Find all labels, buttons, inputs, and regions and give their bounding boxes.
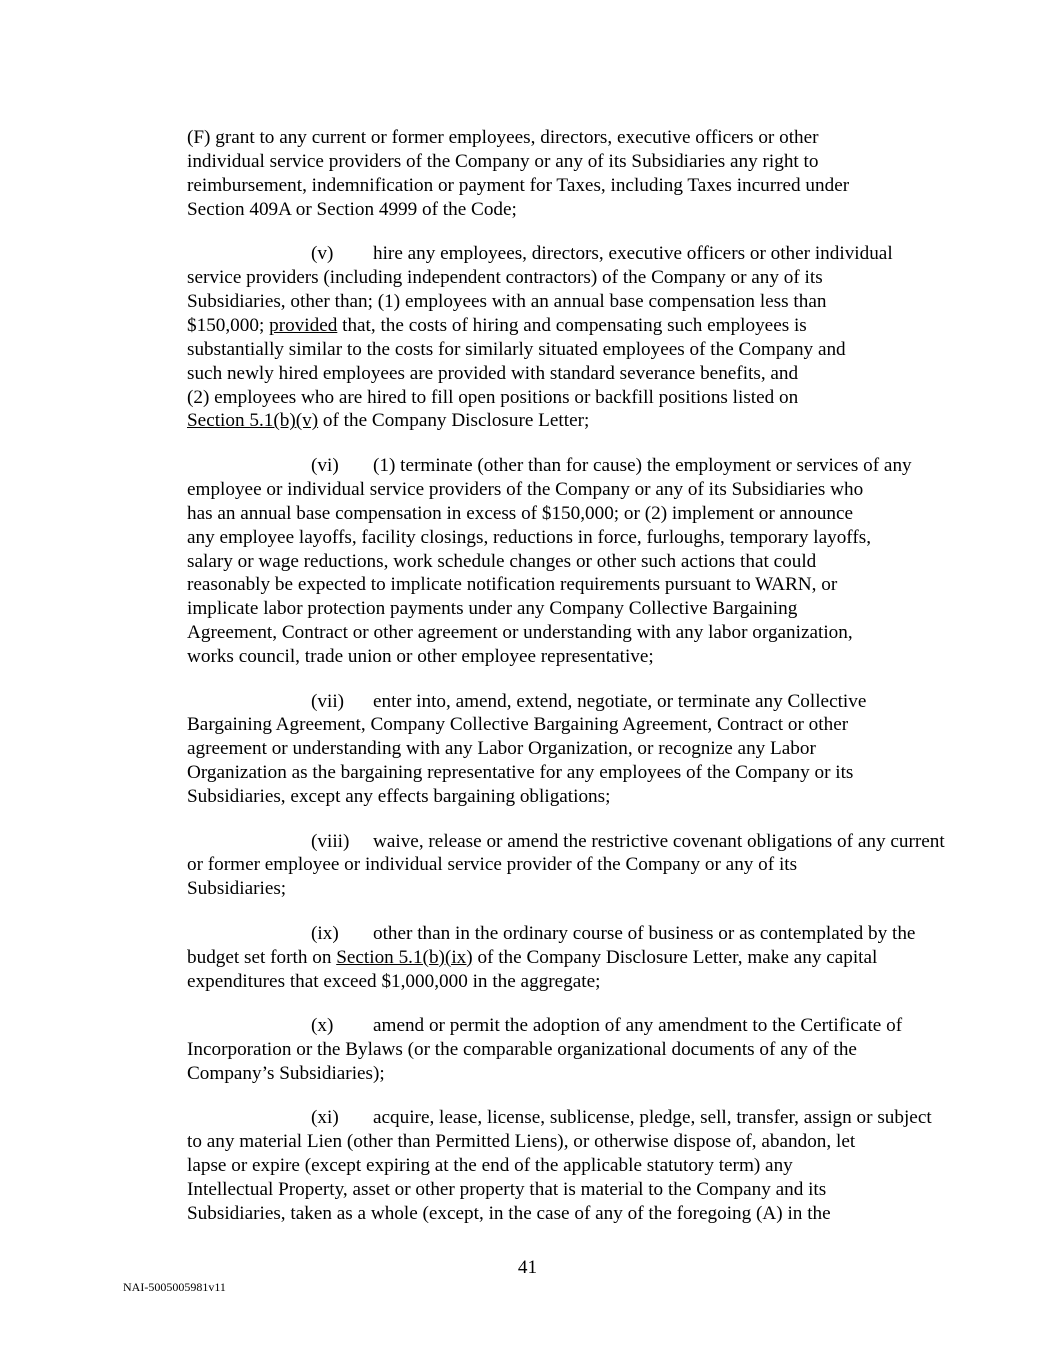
- clause-number: (xi): [311, 1107, 339, 1129]
- text-line: reimbursement, indemnification or payment for Taxes, including Taxes incurred under: [187, 174, 850, 196]
- text-line: Company’s Subsidiaries);: [187, 1062, 385, 1084]
- page-number: 41: [517, 1257, 538, 1278]
- text-line: expenditures that exceed $1,000,000 in the aggregate;: [187, 970, 601, 992]
- paragraph-vi: [187, 454, 937, 669]
- text-line: Section 5.1(b)(v) of the Company Disclosure Letter;: [187, 410, 590, 432]
- text-line: Subsidiaries;: [187, 878, 287, 900]
- text-line: (viii) waive, release or amend the restrictive covenant obligations of any current: [311, 830, 945, 852]
- text-line: works council, trade union or other employee representative;: [187, 646, 654, 668]
- text-line: Subsidiaries, other than; (1) employees with an annual base compensation less than: [187, 290, 827, 312]
- text-line: to any material Lien (other than Permitted Liens), or otherwise dispose of, abandon, let: [187, 1131, 856, 1153]
- text-line: individual service providers of the Company or any of its Subsidiaries any right to: [187, 150, 819, 172]
- paragraph-v: [187, 242, 937, 433]
- text-line: service providers (including independent contractors) of the Company or any of its: [187, 267, 823, 289]
- paragraph-xi: [187, 1106, 937, 1226]
- text-line: (2) employees who are hired to fill open positions or backfill positions listed on: [187, 386, 799, 408]
- text-line: employee or individual service providers of the Company or any of its Subsidiaries who: [187, 478, 864, 500]
- clause-number: (v): [311, 243, 334, 265]
- text-line: substantially similar to the costs for similarly situated employees of the Company and: [187, 338, 846, 360]
- text-line: agreement or understanding with any Labor Organization, or recognize any Labor: [187, 738, 816, 760]
- text-line: lapse or expire (except expiring at the end of the applicable statutory term) any: [187, 1155, 793, 1177]
- clause-number: (vii): [311, 690, 345, 712]
- text-line: (x) amend or permit the adoption of any amendment to the Certificate of: [311, 1015, 903, 1036]
- clause-number: (vi): [311, 454, 339, 476]
- clause-number: (x): [311, 1015, 334, 1036]
- text-line: has an annual base compensation in excess of $150,000; or (2) implement or announce: [187, 502, 854, 524]
- text-line: Subsidiaries, except any effects bargaining obligations;: [187, 786, 611, 808]
- text-line: any employee layoffs, facility closings, reductions in force, furloughs, temporary layoffs,: [187, 526, 871, 548]
- text-line: (ix) other than in the ordinary course of business or as contemplated by the: [311, 922, 916, 944]
- document-body: [187, 126, 945, 1246]
- text-line: reasonably be expected to implicate notification requirements pursuant to WARN, or: [187, 574, 838, 596]
- text-line: Incorporation or the Bylaws (or the comparable organizational documents of any of the: [187, 1038, 857, 1060]
- text-line: $150,000; provided that, the costs of hiring and compensating such employees is: [187, 314, 807, 336]
- paragraph-f: [187, 126, 937, 222]
- clause-number: (viii): [311, 830, 350, 852]
- paragraph-x: [187, 1014, 937, 1086]
- text-line: Bargaining Agreement, Company Collective Bargaining Agreement, Contract or other: [187, 714, 849, 736]
- text-line: or former employee or individual service provider of the Company or any of its: [187, 854, 798, 876]
- text-line: (vii) enter into, amend, extend, negotiate, or terminate any Collective: [311, 690, 867, 712]
- text-line: (xi) acquire, lease, license, sublicense, pledge, sell, transfer, assign or subject: [311, 1107, 932, 1129]
- section-reference: Section 5.1(b)(ix): [336, 946, 473, 968]
- text-line: Organization as the bargaining representative for any employees of the Company or its: [187, 762, 854, 784]
- clause-number: (ix): [311, 922, 339, 944]
- provided-term: provided: [269, 314, 338, 336]
- text-line: (F) grant to any current or former employees, directors, executive officers or other: [187, 127, 819, 148]
- paragraph-viii: [187, 830, 945, 902]
- paragraph-ix: [187, 922, 937, 994]
- text-line: budget set forth on Section 5.1(b)(ix) of the Company Disclosure Letter, make any capital: [187, 946, 878, 968]
- text-line: Section 409A or Section 4999 of the Code;: [187, 198, 517, 220]
- text-line: such newly hired employees are provided with standard severance benefits, and: [187, 362, 799, 384]
- text-line: salary or wage reductions, work schedule changes or other such actions that could: [187, 550, 817, 572]
- section-reference: Section 5.1(b)(v): [187, 410, 319, 432]
- document-id: NAI-5005005981v11: [123, 1280, 226, 1294]
- text-line: implicate labor protection payments under any Company Collective Bargaining: [187, 598, 798, 620]
- text-line: Subsidiaries, taken as a whole (except, in the case of any of the foregoing (A) in the: [187, 1202, 831, 1224]
- text-line: Agreement, Contract or other agreement or understanding with any labor organization,: [187, 622, 853, 644]
- text-line: (v) hire any employees, directors, executive officers or other individual: [311, 243, 893, 265]
- text-line: Intellectual Property, asset or other property that is material to the Company and its: [187, 1178, 827, 1200]
- text-line: (vi) (1) terminate (other than for cause) the employment or services of any: [311, 454, 912, 476]
- paragraph-vii: [187, 690, 937, 810]
